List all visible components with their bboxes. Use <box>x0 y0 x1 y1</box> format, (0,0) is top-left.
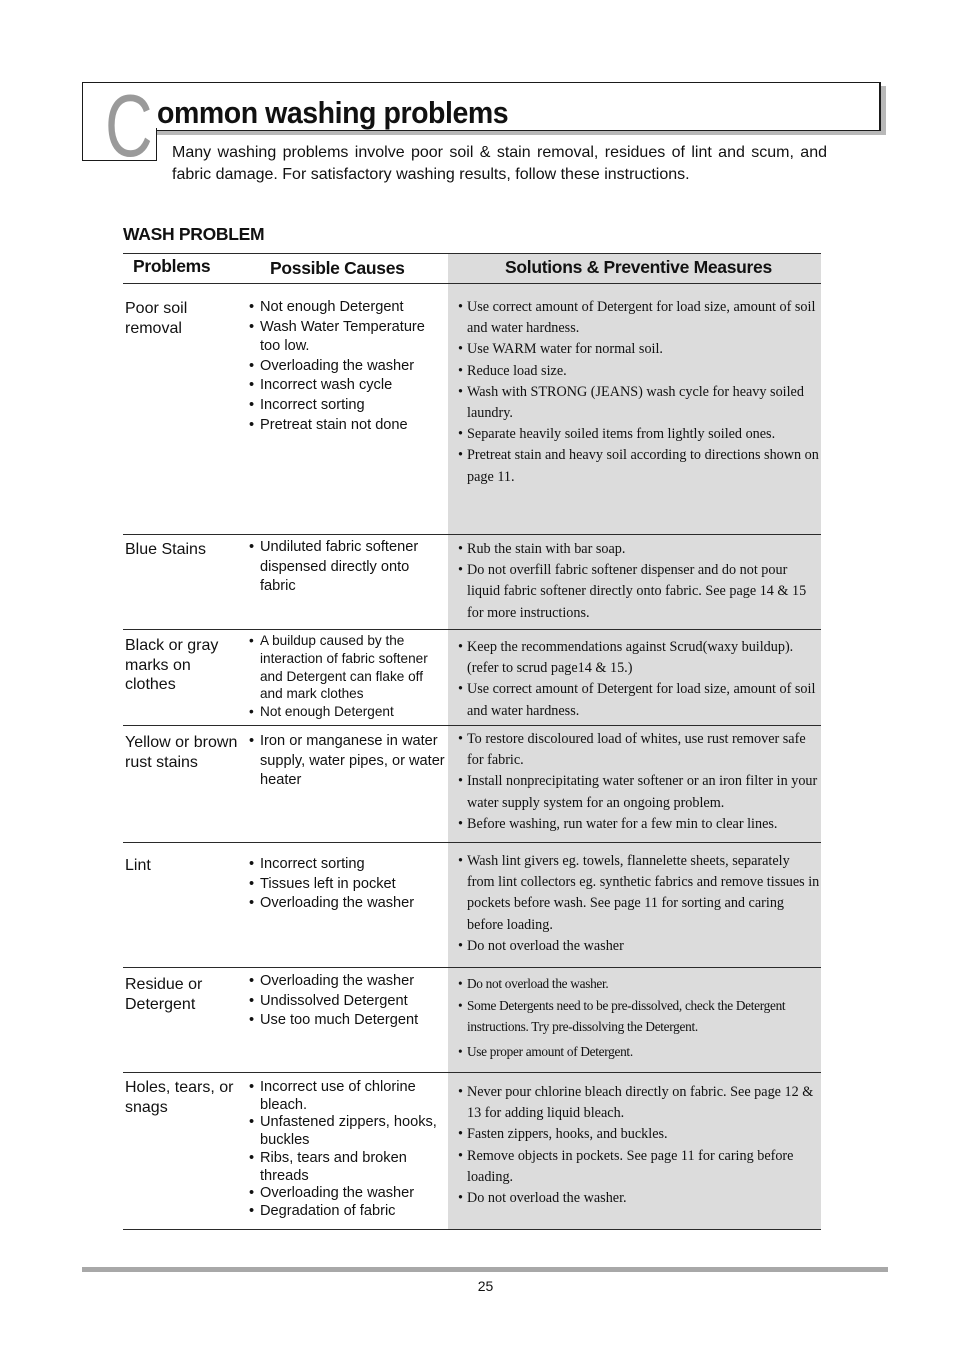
cause-item: • Not enough Detergent <box>249 703 445 721</box>
cause-item: • Overloading the washer <box>249 357 445 377</box>
causes-cell <box>249 855 445 914</box>
row-rule <box>123 1072 821 1073</box>
cause-item: • Degradation of fabric <box>249 1203 445 1221</box>
row-rule <box>123 842 821 843</box>
causes-cell <box>249 1079 445 1221</box>
problem-cell: Holes, tears, or snags <box>125 1079 234 1116</box>
solution-item: • Wash lint givers eg. towels, flannelette sheets, separately from lint collectors eg. synthetic fabrics and remove tissues in pockets before wash. See page 11 for sorting and caring before loading. <box>458 851 820 936</box>
solution-item: • Reduce load size. <box>458 361 820 382</box>
footer-bar <box>82 1267 888 1272</box>
problem-cell: Black or gray marks on clothes <box>125 637 219 694</box>
section-title: WASH PROBLEM <box>123 224 265 244</box>
solution-item: • Do not overload the washer. <box>458 1188 820 1209</box>
solution-item: • Use correct amount of Detergent for load size, amount of soil and water hardness. <box>458 297 820 339</box>
causes-cell <box>249 732 445 791</box>
solution-item: • Do not overload the washer <box>458 936 820 957</box>
solution-item: • Do not overfill fabric softener dispenser and do not pour liquid fabric softener directly onto fabric. See page 14 & 15 for more instructions. <box>458 560 820 624</box>
problem-cell: Blue Stains <box>125 541 206 558</box>
cause-item: • Undissolved Detergent <box>249 992 445 1012</box>
page-number: 25 <box>477 1278 494 1294</box>
solution-item: • Remove objects in pockets. See page 11 for caring before loading. <box>458 1146 820 1188</box>
solution-item: • Never pour chlorine bleach directly on fabric. See page 12 & 13 for adding liquid bleach. <box>458 1082 820 1124</box>
table-top-rule <box>123 253 821 254</box>
solutions-cell <box>458 973 820 1062</box>
solution-item: • Pretreat stain and heavy soil according to directions shown on page 11. <box>458 445 820 487</box>
header-solutions: Solutions & Preventive Measures <box>505 257 772 277</box>
solutions-cell <box>458 539 820 624</box>
cause-item: • Overloading the washer <box>249 894 445 914</box>
header-problems: Problems <box>133 256 211 276</box>
solution-item: • Rub the stain with bar soap. <box>458 539 820 560</box>
solution-item: • Some Detergents need to be pre-dissolved, check the Detergent instructions. Try pre-dissolving the Detergent. <box>458 995 820 1038</box>
causes-cell <box>249 298 445 435</box>
problem-cell: Lint <box>125 857 151 874</box>
solution-item: • Use proper amount of Detergent. <box>458 1041 820 1063</box>
causes-cell <box>249 972 445 1031</box>
solution-item: • Keep the recommendations against Scrud(waxy buildup). (refer to scrud page14 & 15.) <box>458 637 820 679</box>
cause-item: • Incorrect sorting <box>249 396 445 416</box>
cause-item: • Ribs, tears and broken threads <box>249 1150 445 1185</box>
solutions-cell <box>458 851 820 957</box>
title-initial: C <box>105 76 153 175</box>
cause-item: • A buildup caused by the interaction of fabric softener and Detergent can flake off and mark clothes <box>249 632 445 703</box>
cause-item: • Incorrect use of chlorine bleach. <box>249 1079 445 1114</box>
causes-cell <box>249 632 445 721</box>
solution-item: • Use correct amount of Detergent for load size, amount of soil and water hardness. <box>458 679 820 721</box>
row-rule <box>123 967 821 968</box>
solution-item: • Wash with STRONG (JEANS) wash cycle for heavy soiled laundry. <box>458 382 820 424</box>
solutions-cell <box>458 729 820 835</box>
header-causes: Possible Causes <box>270 258 405 278</box>
cause-item: • Not enough Detergent <box>249 298 445 318</box>
cause-item: • Undiluted fabric softener dispensed directly onto fabric <box>249 538 445 597</box>
cause-item: • Use too much Detergent <box>249 1011 445 1031</box>
solutions-cell <box>458 637 820 722</box>
table-bottom-rule <box>123 1229 821 1230</box>
solution-item: • Separate heavily soiled items from lightly soiled ones. <box>458 424 820 445</box>
solution-item: • To restore discoloured load of whites, use rust remover safe for fabric. <box>458 729 820 771</box>
problem-cell: Poor soil removal <box>125 300 188 337</box>
solution-item: • Do not overload the washer. <box>458 973 820 995</box>
solution-item: • Fasten zippers, hooks, and buckles. <box>458 1124 820 1145</box>
solution-item: • Install nonprecipitating water softener or an iron filter in your water supply system for an ongoing problem. <box>458 771 820 813</box>
cause-item: • Overloading the washer <box>249 1185 445 1203</box>
row-rule <box>123 629 821 630</box>
cause-item: • Pretreat stain not done <box>249 416 445 436</box>
cause-item: • Unfastened zippers, hooks, buckles <box>249 1114 445 1149</box>
problem-cell: Yellow or brown rust stains <box>125 734 238 771</box>
cause-item: • Iron or manganese in water supply, water pipes, or water heater <box>249 732 445 791</box>
page-title: ommon washing problems <box>157 95 509 130</box>
causes-cell <box>249 538 445 597</box>
problem-cell: Residue or Detergent <box>125 976 203 1013</box>
cause-item: • Tissues left in pocket <box>249 875 445 895</box>
row-rule <box>123 534 821 535</box>
header-rule <box>123 283 821 284</box>
cause-item: • Wash Water Temperature too low. <box>249 318 445 357</box>
cause-item: • Overloading the washer <box>249 972 445 992</box>
solution-item: • Before washing, run water for a few min to clear lines. <box>458 814 820 835</box>
cause-item: • Incorrect wash cycle <box>249 376 445 396</box>
intro-paragraph: Many washing problems involve poor soil & stain removal, residues of lint and scum, and fabric damage. For satisfactory washing results, follow these instructions. <box>172 144 827 183</box>
cause-item: • Incorrect sorting <box>249 855 445 875</box>
solutions-cell <box>458 297 820 488</box>
row-rule <box>123 725 821 726</box>
solutions-cell <box>458 1082 820 1209</box>
solution-item: • Use WARM water for normal soil. <box>458 339 820 360</box>
